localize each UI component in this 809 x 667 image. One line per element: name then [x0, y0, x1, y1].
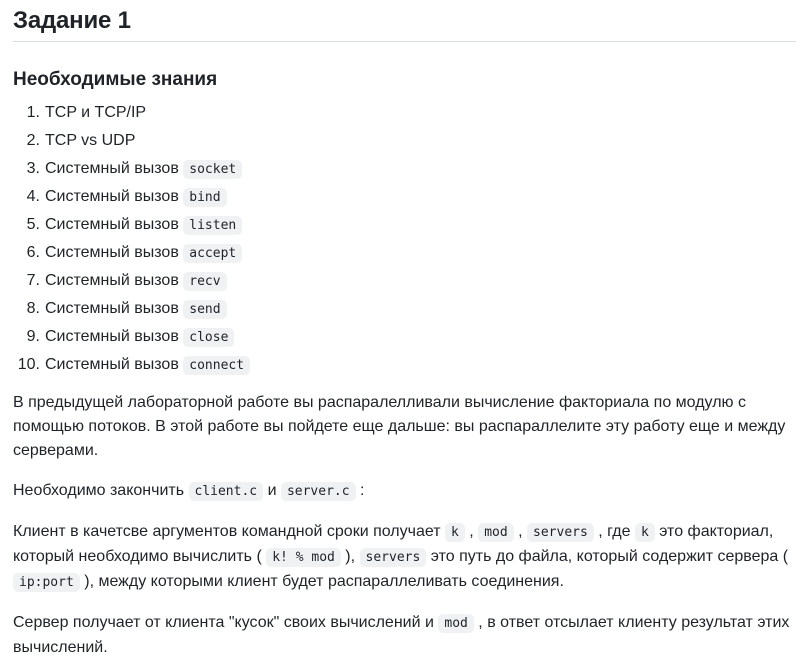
- inline-code: mod: [478, 523, 513, 542]
- list-item: [26, 299, 796, 327]
- list-item: [26, 131, 796, 159]
- text: Клиент в качетсве аргументов командной сроки получает: [13, 523, 446, 540]
- text: Необходимо закончить: [13, 482, 189, 499]
- text: ),: [340, 548, 360, 565]
- list-text: Системный вызов: [45, 244, 184, 261]
- inline-code: close: [183, 328, 234, 347]
- list-number: 10.: [17, 356, 40, 373]
- list-number: 2.: [26, 132, 40, 149]
- paragraph-files: [13, 479, 796, 504]
- inline-code: listen: [183, 216, 242, 235]
- paragraph-intro: В предыдущей лабораторной работе вы распаралелливали вычисление факториала по модулю с помощью потоков. В этой работе вы пойдете еще дальше: вы распараллелите эту работу еще и между серверами.: [13, 394, 786, 459]
- list-item: [17, 355, 796, 383]
- inline-code: k! % mod: [266, 548, 341, 567]
- inline-code: server.c: [281, 482, 356, 501]
- inline-code: bind: [183, 188, 226, 207]
- list-item: [26, 243, 796, 271]
- list-number: 5.: [26, 216, 40, 233]
- list-number: 1.: [26, 104, 40, 121]
- list-item: [26, 187, 796, 215]
- list-text: Системный вызов: [45, 356, 184, 373]
- inline-code: accept: [183, 244, 242, 263]
- text: :: [355, 482, 365, 499]
- page-title: Задание 1: [13, 0, 796, 42]
- paragraph-client: [13, 520, 796, 595]
- list-number: 8.: [26, 300, 40, 317]
- inline-code: ip:port: [13, 573, 80, 592]
- list-number: 4.: [26, 188, 40, 205]
- list-number: 6.: [26, 244, 40, 261]
- list-item: [26, 327, 796, 355]
- list-number: 9.: [26, 328, 40, 345]
- list-text: TCP vs UDP: [45, 132, 136, 149]
- list-item: [26, 103, 796, 131]
- text: , где: [593, 523, 635, 540]
- text: это факториал, который необходимо вычислить (: [13, 523, 774, 565]
- inline-code: send: [183, 300, 226, 319]
- text: и: [263, 482, 281, 499]
- list-text: Системный вызов: [45, 300, 184, 317]
- list-text: Системный вызов: [45, 160, 184, 177]
- inline-code: k: [635, 523, 655, 542]
- list-text: Системный вызов: [45, 328, 184, 345]
- text: , в ответ отсылает клиенту результат этих вычислений.: [13, 614, 790, 656]
- text: ,: [513, 523, 528, 540]
- inline-code: servers: [360, 548, 427, 567]
- inline-code: socket: [183, 160, 242, 179]
- section-title: Необходимые знания: [13, 69, 218, 90]
- text: ,: [464, 523, 479, 540]
- paragraph-server: [13, 611, 796, 660]
- list-item: [26, 271, 796, 299]
- text: ), между которыми клиент будет распараллеливать соединения.: [79, 573, 564, 590]
- list-number: 3.: [26, 160, 40, 177]
- inline-code: k: [445, 523, 465, 542]
- list-text: TCP и TCP/IP: [45, 104, 147, 121]
- inline-code: servers: [527, 523, 594, 542]
- list-number: 7.: [26, 272, 40, 289]
- inline-code: mod: [438, 614, 473, 633]
- list-text: Системный вызов: [45, 216, 184, 233]
- inline-code: connect: [183, 356, 250, 375]
- list-text: Системный вызов: [45, 272, 184, 289]
- inline-code: client.c: [189, 482, 264, 501]
- list-text: Системный вызов: [45, 188, 184, 205]
- list-item: [26, 215, 796, 243]
- inline-code: recv: [183, 272, 226, 291]
- text: Сервер получает от клиента "кусок" своих вычислений и: [13, 614, 439, 631]
- knowledge-list: [13, 103, 796, 383]
- list-item: [26, 159, 796, 187]
- text: это путь до файла, который содержит сервера (: [426, 548, 789, 565]
